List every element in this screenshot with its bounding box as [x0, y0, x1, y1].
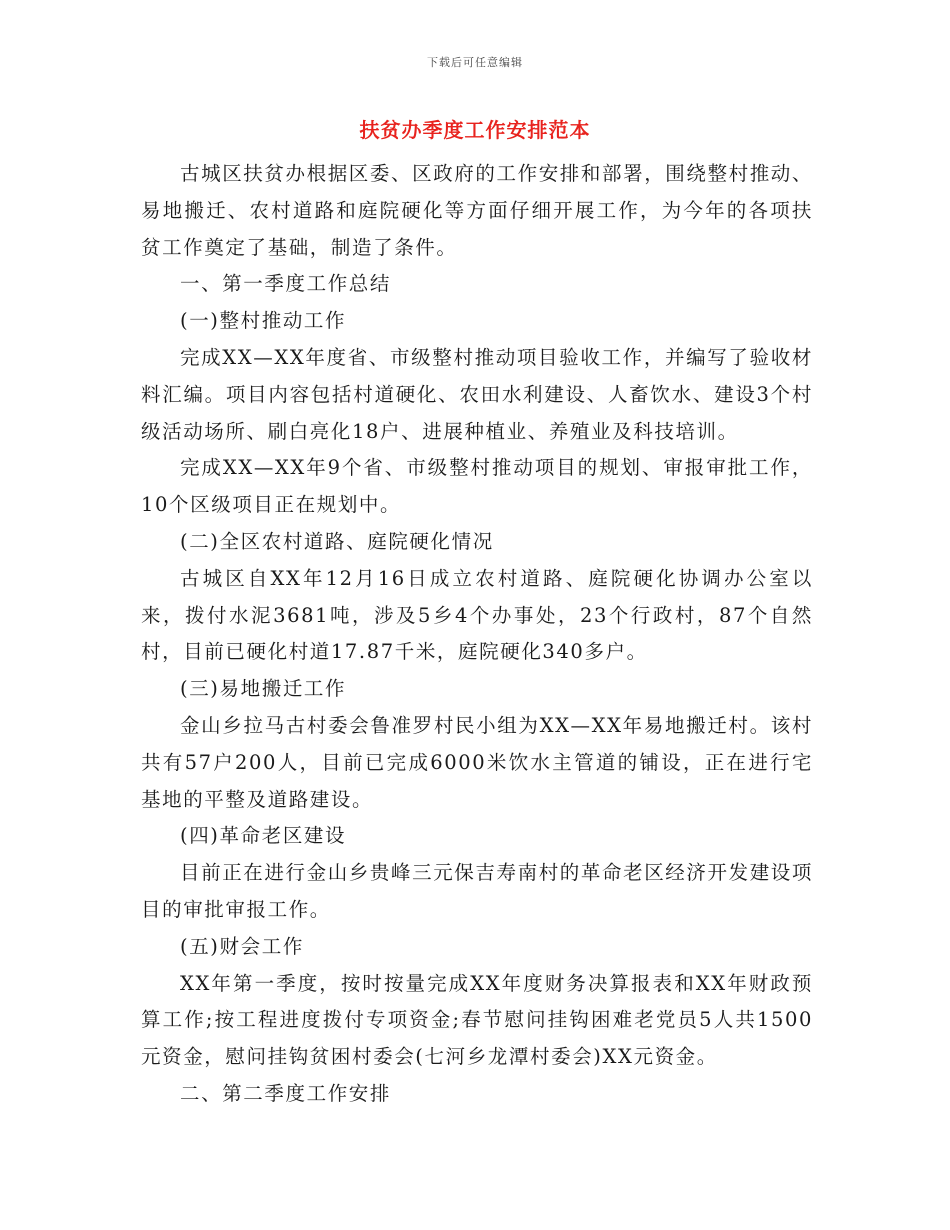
paragraph-intro: 古城区扶贫办根据区委、区政府的工作安排和部署，围绕整村推动、易地搬迁、农村道路和庭院硬化等方面仔细开展工作，为今年的各项扶贫工作奠定了基础，制造了条件。	[141, 162, 814, 259]
subsection-heading: (三)易地搬迁工作	[180, 677, 347, 701]
paragraph: 金山乡拉马古村委会鲁准罗村民小组为XX—XX年易地搬迁村。该村共有57户200人，目前已完成6000米饮水主管道的铺设，正在进行宅基地的平整及道路建设。	[141, 713, 813, 811]
section-heading: 二、第二季度工作安排	[180, 1081, 392, 1105]
subsection-heading: (五)财会工作	[180, 934, 304, 958]
subsection-heading: (一)整村推动工作	[180, 309, 347, 333]
document-title: 扶贫办季度工作安排范本	[359, 118, 591, 142]
paragraph: 完成XX—XX年9个省、市级整村推动项目的规划、审报审批工作，10个区级项目正在规划中。	[141, 456, 813, 517]
paragraph: 目前正在进行金山乡贵峰三元保吉寿南村的革命老区经济开发建设项目的审批审报工作。	[141, 861, 814, 921]
subsection-heading: (二)全区农村道路、庭院硬化情况	[180, 529, 494, 553]
subsection-heading: (四)革命老区建设	[180, 824, 347, 848]
header-note: 下载后可任意编辑	[427, 56, 523, 69]
paragraph: XX年第一季度，按时按量完成XX年度财务决算报表和XX年财政预算工作;按工程进度拨付专项资金;春节慰问挂钩困难老党员5人共1500元资金，慰问挂钩贫困村委会(七河乡龙潭村委会)XX元资金。	[141, 971, 813, 1069]
paragraph: 完成XX—XX年度省、市级整村推动项目验收工作，并编写了验收材料汇编。项目内容包括村道硬化、农田水利建设、人畜饮水、建设3个村级活动场所、刷白亮化18户、进展种植业、养殖业及科技培训。	[141, 345, 813, 443]
section-heading: 一、第一季度工作总结	[180, 272, 392, 296]
paragraph: 古城区自XX年12月16日成立农村道路、庭院硬化协调办公室以来，拨付水泥3681吨，涉及5乡4个办事处，23个行政村，87个自然村，目前已硬化村道17.87千米，庭院硬化340多户。	[141, 566, 813, 664]
document-body	[141, 156, 813, 1113]
